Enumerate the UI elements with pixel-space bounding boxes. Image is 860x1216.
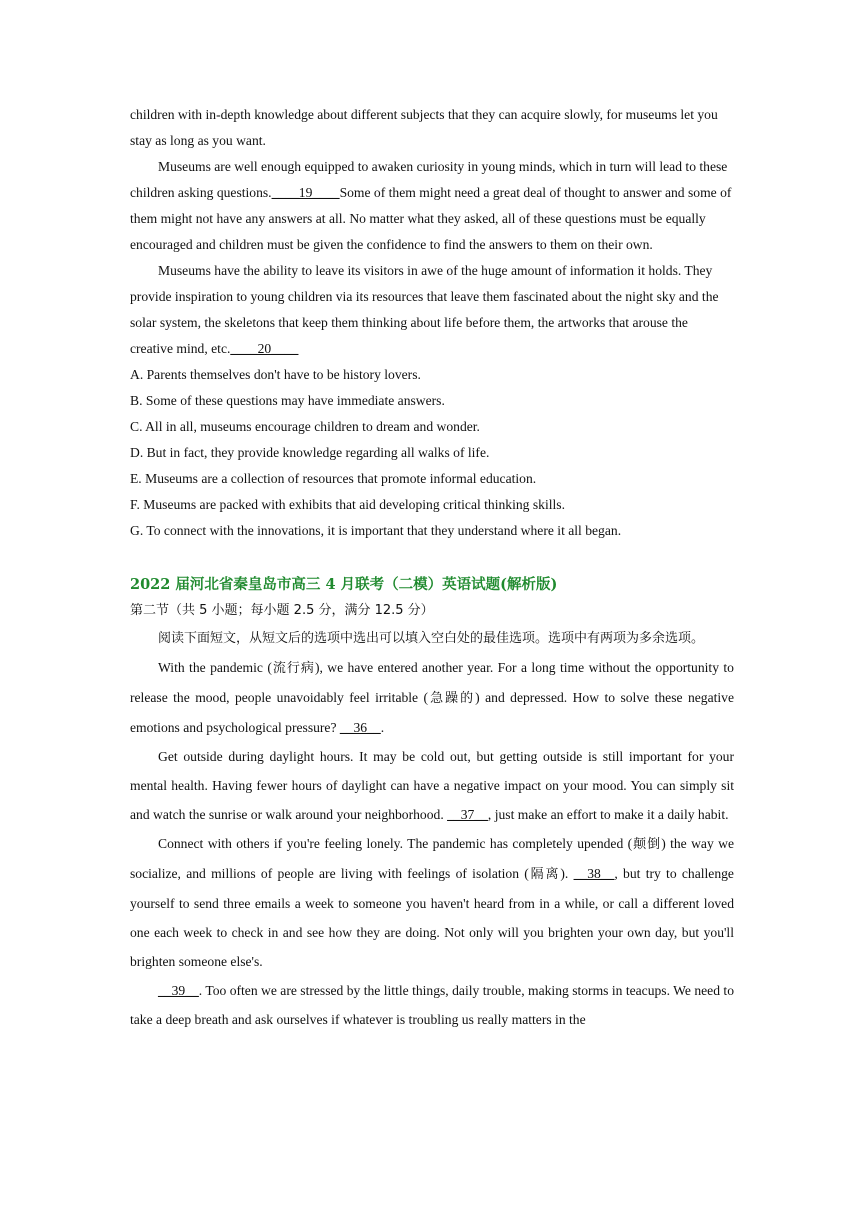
blank-36: __36__: [339, 720, 381, 735]
option-b: B. Some of these questions may have immediate answers.: [130, 393, 445, 408]
option-g: G. To connect with the innovations, it is important that they understand where it all began.: [130, 523, 622, 538]
paragraph-continuation: children with in-depth knowledge about different subjects that they can acquire slowly, for museums let you stay as long as you want.: [130, 107, 718, 148]
blank-38: __38__: [573, 866, 615, 881]
options-list: [130, 362, 734, 544]
option-f: F. Museums are packed with exhibits that aid developing critical thinking skills.: [130, 497, 565, 512]
blank-39: __39__: [158, 983, 199, 998]
blank-20: ____20____: [230, 341, 299, 356]
exam-heading: 2022 届河北省秦皇岛市高三 4 月联考（二模）英语试题(解析版): [130, 576, 558, 593]
option-a: A. Parents themselves don't have to be history lovers.: [130, 367, 421, 382]
option-d: D. But in fact, they provide knowledge regarding all walks of life.: [130, 445, 490, 460]
document-page: [130, 102, 734, 1034]
section-title: 第二节（共 5 小题；每小题 2.5 分，满分 12.5 分）: [130, 603, 434, 618]
paragraph-curiosity: Museums are well enough equipped to awaken curiosity in young minds, which in turn will lead to these children asking questions.____19____Some of them might need a great deal of thought to answer and some of them might not have any answers at all. No matter what they asked, all of these questions must be equally encouraged and children must be given the confidence to find the answers to them on their own.: [130, 159, 732, 252]
paragraph-connect: Connect with others if you're feeling lonely. The pandemic has completely upended (颠倒) the way we socialize, and millions of people are living with feelings of isolation (隔离). __38__, but try to challenge yourself to send three emails a week to someone you haven't heard from in a while, or call a different loved one each week to check in and see how they are doing. Not only will you brighten your own day, but you'll brighten someone else's.: [130, 836, 735, 969]
option-c: C. All in all, museums encourage children to dream and wonder.: [130, 419, 480, 434]
option-e: E. Museums are a collection of resources that promote informal education.: [130, 471, 537, 486]
paragraph-pandemic: With the pandemic (流行病), we have entered another year. For a long time without the opportunity to release the mood, people unavoidably feel irritable (急躁的) and depressed. How to solve these negative emotions and psychological pressure? __36__.: [130, 660, 734, 735]
blank-37: __37__: [447, 807, 488, 822]
paragraph-daylight: Get outside during daylight hours. It may be cold out, but getting outside is still important for your mental health. Having fewer hours of daylight can have a negative impact on your mood. You can simply sit and watch the sunrise or walk around your neighborhood. __37__, just make an effort to make it a daily habit.: [130, 749, 734, 822]
paragraph-stress: __39__. Too often we are stressed by the little things, daily trouble, making storms in teacups. We need to take a deep breath and ask ourselves if whatever is troubling us really matters in the: [130, 983, 734, 1027]
paragraph-awe: Museums have the ability to leave its visitors in awe of the huge amount of information it holds. They provide inspiration to young children via its resources that leave them fascinated about the night sky and the solar system, the skeletons that keep them thinking about life before them, the artworks that arouse the creative mind, etc.____20____: [130, 263, 719, 356]
blank-19: ____19____: [271, 185, 340, 200]
instructions: 阅读下面短文，从短文后的选项中选出可以填入空白处的最佳选项。选项中有两项为多余选项。: [158, 631, 705, 646]
